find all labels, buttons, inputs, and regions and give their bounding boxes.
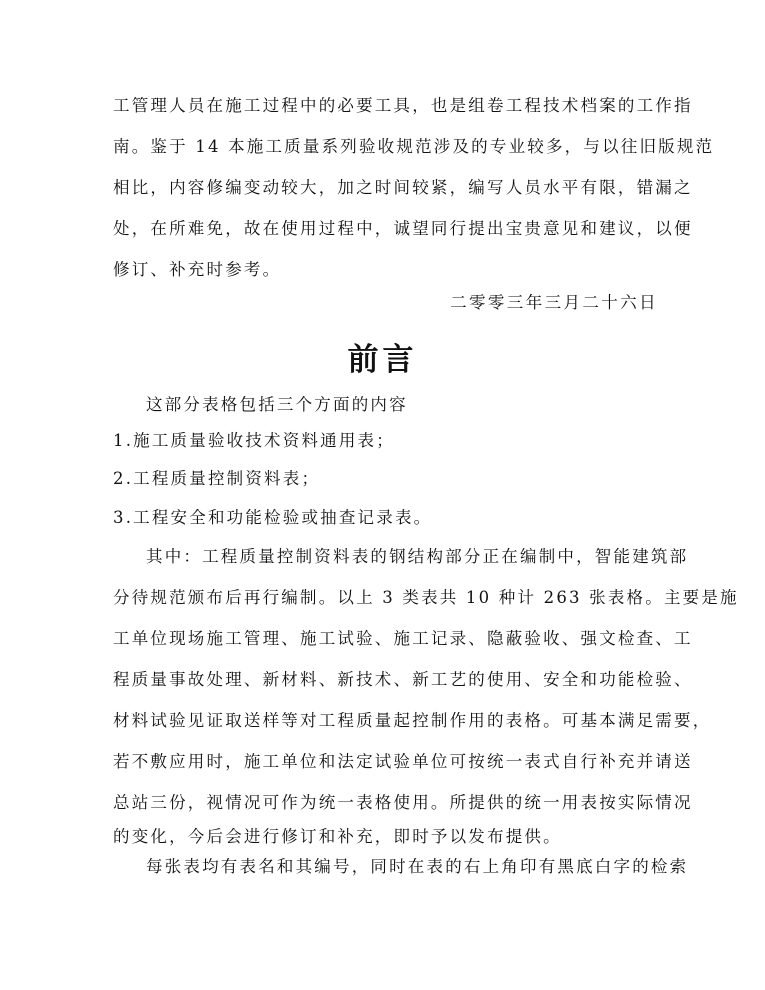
para1-line-8: 的变化，今后会进行修订和补充，即时予以发布提供。 — [113, 827, 562, 846]
para1-line-1: 其中：工程质量控制资料表的钢结构部分正在编制中，智能建筑部 — [146, 547, 689, 566]
intro-line-4: 处，在所难免，故在使用过程中，诚望同行提出宝贵意见和建议，以便 — [113, 219, 693, 238]
page-title: 前言 — [347, 342, 418, 378]
para1-line-4: 程质量事故处理、新材料、新技术、新工艺的使用、安全和功能检验、 — [113, 670, 693, 689]
preface-lead: 这部分表格包括三个方面的内容 — [146, 395, 408, 414]
intro-line-5: 修订、补充时参考。 — [113, 260, 282, 279]
para1-line-5: 材料试验见证取送样等对工程质量起控制作用的表格。可基本满足需要， — [113, 711, 712, 730]
preface-item-3: 3.工程安全和功能检验或抽查记录表。 — [113, 508, 433, 527]
para1-line-7: 总站三份，视情况可作为统一表格使用。所提供的统一用表按实际情况 — [113, 793, 693, 812]
intro-line-1: 工管理人员在施工过程中的必要工具，也是组卷工程技术档案的工作指 — [113, 96, 693, 115]
intro-line-3: 相比，内容修编变动较大，加之时间较紧，编写人员水平有限，错漏之 — [113, 178, 693, 197]
para2-line-1: 每张表均有表名和其编号，同时在表的右上角印有黑底白字的检索 — [146, 857, 689, 876]
para1-line-6: 若不敷应用时，施工单位和法定试验单位可按统一表式自行补充并请送 — [113, 752, 693, 771]
para1-line-3: 工单位现场施工管理、施工试验、施工记录、隐蔽验收、强文检查、工 — [113, 629, 693, 648]
preface-item-2: 2.工程质量控制资料表； — [113, 469, 321, 488]
intro-line-2: 南。鉴于 14 本施工质量系列验收规范涉及的专业较多，与以往旧版规范 — [113, 137, 715, 156]
preface-item-1: 1.施工质量验收技术资料通用表； — [113, 431, 395, 450]
para1-line-2: 分待规范颁布后再行编制。以上 3 类表共 10 种计 263 张表格。主要是施 — [113, 588, 739, 607]
intro-date: 二零零三年三月二十六日 — [450, 293, 658, 312]
